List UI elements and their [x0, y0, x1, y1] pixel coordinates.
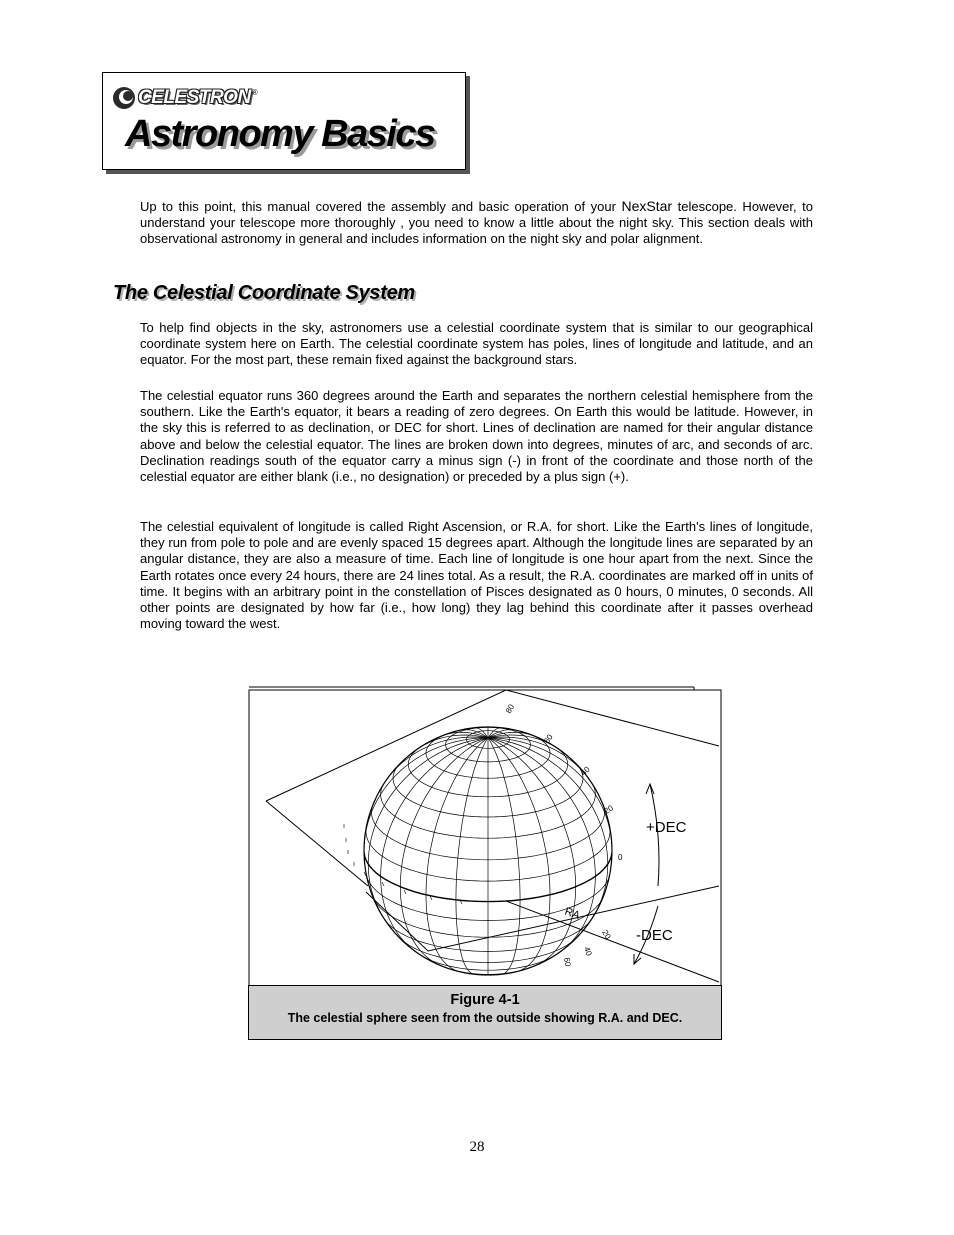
- section-header-box: [102, 72, 466, 170]
- subheading: The Celestial Coordinate System: [113, 282, 415, 304]
- figure-caption-title: Figure 4-1: [450, 992, 520, 1008]
- figure-celestial-sphere: [248, 686, 722, 1040]
- logo-text: CELESTRON: [138, 87, 251, 108]
- dec-80-label: 80: [503, 702, 517, 715]
- dec-60-label: 60: [542, 732, 555, 746]
- dec-40-label: 40: [579, 764, 592, 778]
- dec-minus40-label: 40: [582, 945, 594, 958]
- brand-name: NexStar: [621, 198, 673, 214]
- paragraph-coordinate-system: To help find objects in the sky, astronomers use a celestial coordinate system that is similar to our geographical coordinate system here on Earth. The celestial coordinate system has poles, lines of longitude and latitude, and an equator. For the most part, these remain fixed against the background stars.: [140, 320, 813, 368]
- dec-minus20-label: 20: [600, 928, 613, 941]
- celestron-logo: [111, 83, 258, 113]
- section-title: Astronomy Basics: [125, 113, 435, 155]
- figure-caption-text: The celestial sphere seen from the outside showing R.A. and DEC.: [287, 1011, 683, 1025]
- page-number: 28: [469, 1139, 485, 1155]
- intro-text-start: Up to this point, this manual covered the assembly and basic operation of your: [140, 199, 622, 214]
- paragraph-declination: The celestial equator runs 360 degrees around the Earth and separates the northern celestial hemisphere from the southern. Like the Earth's equator, it bears a reading of zero degrees. On Earth this would be latitude. However, in the sky this is referred to as declination, or DEC for short. Lines of declination are named for their angular distance above and below the celestial equator. The lines are broken down into degrees, minutes of arc, and seconds of arc. Declination readings south of the equator carry a minus sign (-) in front of the coordinate and those north of the celestial equator are either blank (i.e., no designation) or preceded by a plus sign (+).: [140, 388, 813, 485]
- ra-label: RA: [562, 905, 582, 923]
- plus-dec-label: +DEC: [646, 819, 687, 836]
- celestron-swoosh-icon: [111, 85, 137, 111]
- intro-paragraph: [140, 198, 813, 248]
- dec-minus60-label: 60: [562, 956, 573, 968]
- celestial-sphere-illustration: [248, 686, 722, 986]
- logo-trademark: ®: [251, 87, 258, 97]
- paragraph-right-ascension: The celestial equivalent of longitude is called Right Ascension, or R.A. for short. Like the Earth's lines of longitude, they run from pole to pole and are evenly spaced 15 degrees apart. Although the longitude lines are separated by an angular distance, they are also a measure of time. Each line of longitude is one hour apart from the next. Since the Earth rotates once every 24 hours, there are 24 lines total. As a result, the R.A. coordinates are marked off in units of time. It begins with an arbitrary point in the constellation of Pisces designated as 0 hours, 0 minutes, 0 seconds. All other points are designated by how far (i.e., how long) they lag behind this coordinate after it passes overhead moving toward the west.: [140, 519, 813, 632]
- figure-caption: [248, 985, 722, 1040]
- dec-20-label: 20: [602, 803, 615, 816]
- intro-text-end: telescope. However, to understand your telescope more thoroughly , you need to know a little about the night sky. This section deals with observational astronomy in general and includes information on the night sky and polar alignment.: [140, 199, 814, 247]
- minus-dec-label: -DEC: [636, 927, 673, 944]
- dec-0-label: 0: [618, 853, 623, 862]
